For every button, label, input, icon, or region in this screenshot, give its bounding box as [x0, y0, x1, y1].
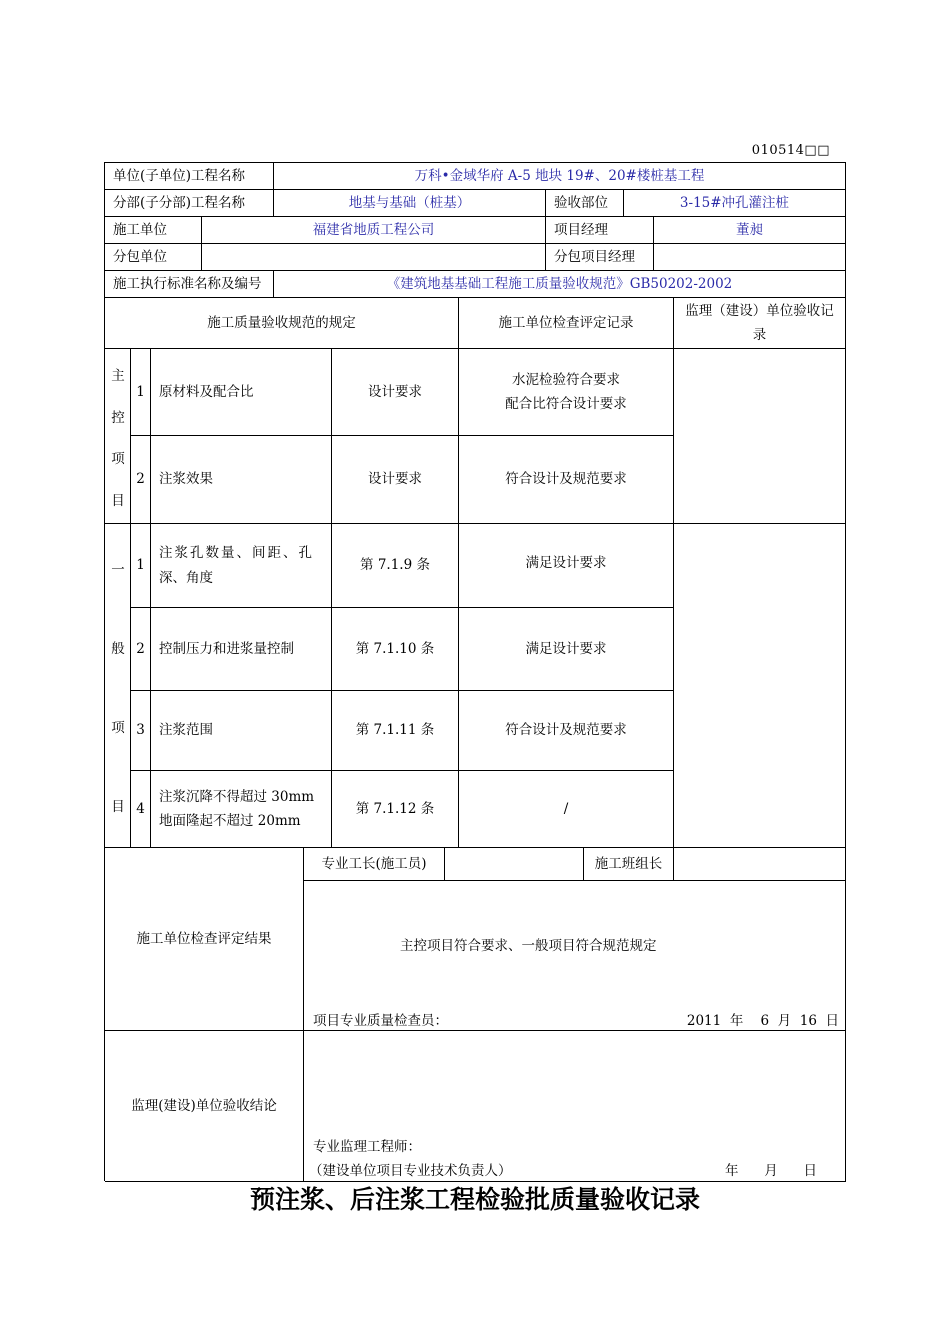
main-item-1-record-line: 配合比符合设计要求 [505, 396, 627, 412]
supervision-label: 监理(建设)单位验收结论 [105, 1031, 304, 1182]
subcontractor-value [202, 244, 546, 271]
general-item-4-name [151, 771, 332, 848]
general-item-1-name-line: 注浆孔数量、间距、孔 [159, 545, 314, 562]
main-items-char: 项 [111, 451, 125, 468]
subproject-value: 地基与基础（桩基） [274, 190, 546, 217]
subproject-label: 分部(子分部)工程名称 [105, 190, 274, 217]
general-item-2-record: 满足设计要求 [459, 608, 674, 691]
contractor-label: 施工单位 [105, 217, 202, 244]
general-item-1-requirement: 第 7.1.9 条 [332, 524, 459, 608]
main-item-2-record: 符合设计及规范要求 [459, 436, 674, 524]
foreman-value [445, 848, 584, 881]
general-items-supervisor-record [674, 524, 846, 848]
team-leader-value [674, 848, 846, 881]
general-items-label [105, 528, 131, 844]
main-items-label [105, 353, 131, 520]
general-item-3-no: 3 [131, 691, 151, 771]
project-name-value: 万科•金域华府 A-5 地块 19#、20#楼桩基工程 [274, 163, 846, 190]
main-item-1-record [459, 349, 674, 436]
main-items-char: 目 [111, 493, 125, 510]
main-item-1-record-line: 水泥检验符合要求 [512, 371, 620, 388]
inspection-part-value: 3-15#冲孔灌注桩 [624, 190, 846, 217]
main-item-2-requirement: 设计要求 [332, 436, 459, 524]
standard-value: 《建筑地基基础工程施工质量验收规范》GB50202-2002 [274, 271, 846, 298]
inspection-part-label: 验收部位 [546, 190, 624, 217]
spec-column-header: 施工质量验收规范的规定 [105, 298, 459, 349]
contractor-record-column-header: 施工单位检查评定记录 [459, 298, 674, 349]
general-item-4-name-line: 地面隆起不超过 20mm [159, 813, 301, 829]
inspection-form [104, 162, 846, 1181]
supervision-date: 年 月 日 [725, 1163, 817, 1179]
general-item-2-name: 控制压力和进浆量控制 [151, 608, 332, 691]
team-leader-label: 施工班组长 [584, 848, 674, 881]
main-items-char: 控 [111, 409, 125, 426]
form-title: 预注浆、后注浆工程检验批质量验收记录 [249, 1185, 700, 1214]
general-item-2-no: 2 [131, 608, 151, 691]
general-item-4-record: / [459, 771, 674, 848]
main-item-1-name: 原材料及配合比 [151, 349, 332, 436]
result-conclusion: 主控项目符合要求、一般项目符合规范规定 [400, 938, 657, 954]
general-item-1-name-line: 深、角度 [159, 569, 213, 586]
general-item-1-record: 满足设计要求 [459, 524, 674, 608]
project-name-label: 单位(子单位)工程名称 [105, 163, 274, 190]
main-item-1-requirement: 设计要求 [332, 349, 459, 436]
general-item-3-requirement: 第 7.1.11 条 [332, 691, 459, 771]
general-item-2-requirement: 第 7.1.10 条 [332, 608, 459, 691]
general-item-3-record: 符合设计及规范要求 [459, 691, 674, 771]
foreman-label: 专业工长(施工员) [304, 848, 445, 881]
subcontractor-label: 分包单位 [105, 244, 202, 271]
main-item-1-no: 1 [131, 349, 151, 436]
project-manager-value: 董昶 [654, 217, 846, 244]
sub-manager-label: 分包项目经理 [546, 244, 654, 271]
general-item-1-name [151, 524, 332, 608]
main-items-supervisor-record [674, 349, 846, 524]
result-date: 2011 年 6 月 16 日 [686, 1013, 839, 1029]
general-items-char: 目 [111, 798, 125, 815]
general-item-1-no: 1 [131, 524, 151, 608]
sub-manager-value [654, 244, 846, 271]
main-item-2-no: 2 [131, 436, 151, 524]
general-items-char: 项 [111, 719, 125, 736]
supervision-engineer-label: 专业监理工程师： [313, 1139, 421, 1155]
supervision-owner-label: （建设单位项目专业技术负责人） [309, 1163, 512, 1179]
general-item-4-requirement: 第 7.1.12 条 [332, 771, 459, 848]
main-item-2-name: 注浆效果 [151, 436, 332, 524]
project-manager-label: 项目经理 [546, 217, 654, 244]
main-items-char: 主 [111, 367, 125, 384]
general-item-3-name: 注浆范围 [151, 691, 332, 771]
contractor-value: 福建省地质工程公司 [202, 217, 546, 244]
general-items-char: 一 [111, 561, 125, 578]
supervisor-record-column-header: 监理（建设）单位验收记录 [674, 298, 846, 349]
result-label: 施工单位检查评定结果 [105, 848, 304, 1031]
standard-label: 施工执行标准名称及编号 [105, 271, 274, 298]
general-item-4-name-line: 注浆沉降不得超过 30mm [159, 788, 315, 805]
general-item-4-no: 4 [131, 771, 151, 848]
inspector-label: 项目专业质量检查员： [313, 1013, 448, 1029]
general-items-char: 般 [111, 640, 125, 657]
form-code: 010514□□ [751, 143, 830, 158]
